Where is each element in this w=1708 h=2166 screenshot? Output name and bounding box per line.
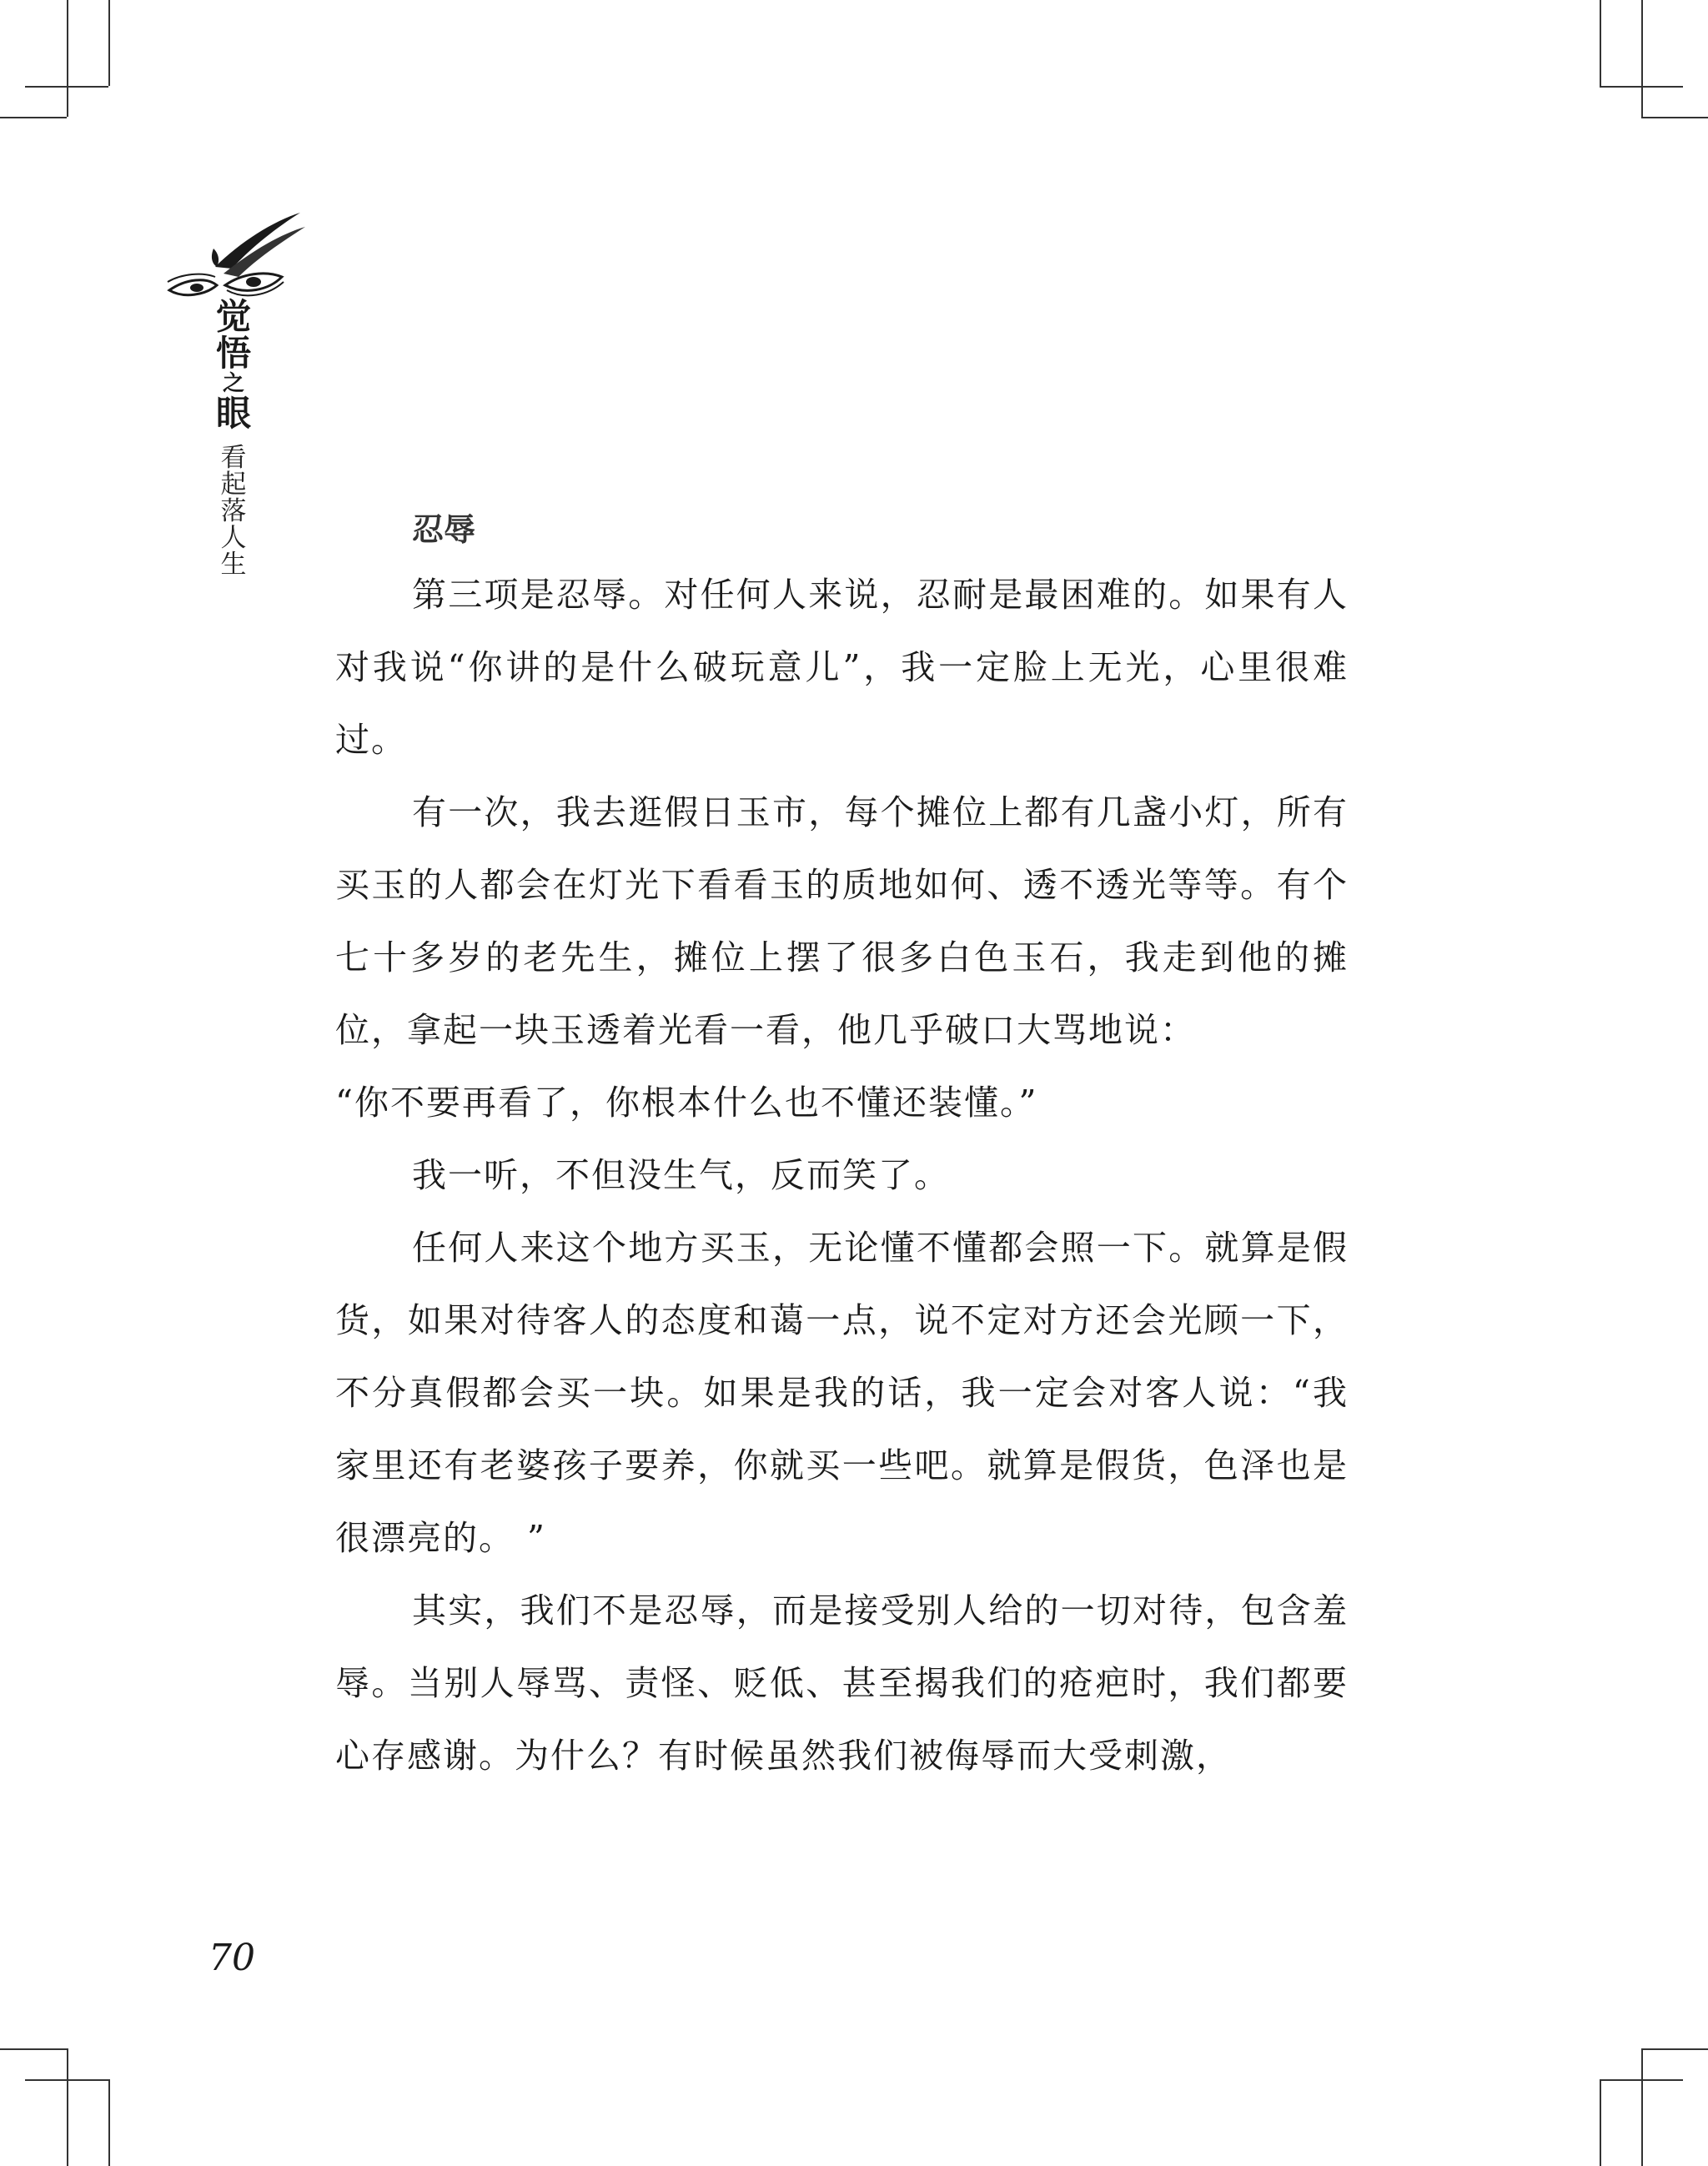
crop-mark-top-right-v2: [1641, 0, 1643, 117]
crop-mark-bottom-right-v: [1600, 2079, 1601, 2166]
paragraph: 第三项是忍辱。对任何人来说，忍耐是最困难的。如果有人对我说“你讲的是什么破玩意儿”，我一定脸上无光，心里很难过。: [335, 575, 1349, 760]
crop-mark-top-left-v2: [67, 0, 68, 117]
paragraph: 其实，我们不是忍辱，而是接受别人给的一切对待，包含羞辱。当别人辱骂、责怪、贬低、甚至揭我们的疮疤时，我们都要心存感谢。为什么？有时候虽然我们被侮辱而大受刺激，: [335, 1591, 1349, 1776]
book-subtitle-char: 看: [220, 443, 247, 473]
body-text: [335, 500, 1349, 1792]
book-subtitle-char: 起: [220, 470, 247, 500]
crop-mark-top-right-v: [1600, 0, 1601, 86]
book-title-char: 眼: [215, 393, 251, 434]
crop-mark-bottom-left-h2: [0, 2048, 67, 2050]
book-title-char: 觉: [215, 296, 251, 337]
crop-mark-top-left-h2: [0, 117, 67, 118]
book-subtitle-char: 落: [220, 496, 247, 526]
crop-mark-bottom-right-h2: [1641, 2048, 1708, 2050]
paragraph: 有一次，我去逛假日玉市，每个摊位上都有几盏小灯，所有买玉的人都会在灯光下看看玉的质地如何、透不透光等等。有个七十多岁的老先生，摊位上摆了很多白色玉石，我走到他的摊位，拿起一块玉透着光看一看，他几乎破口大骂地说：: [335, 792, 1349, 1050]
book-title-char: 悟: [215, 333, 251, 374]
paragraph: 我一听，不但没生气，反而笑了。: [412, 1155, 950, 1195]
section-heading: 忍辱: [412, 511, 476, 548]
crop-mark-bottom-left-v2: [67, 2048, 68, 2166]
book-subtitle-char: 人: [220, 523, 247, 553]
paragraph: “你不要再看了，你根本什么也不懂还装懂。”: [335, 1083, 1038, 1123]
crop-mark-bottom-left-v: [108, 2079, 110, 2166]
crop-mark-top-left-v: [108, 0, 110, 86]
book-title-char: 之: [222, 371, 244, 396]
book-subtitle-vertical: [219, 445, 249, 578]
book-title-vertical: [215, 296, 252, 434]
paragraph: 任何人来这个地方买玉，无论懂不懂都会照一下。就算是假货，如果对待客人的态度和蔼一点，说不定对方还会光顾一下，不分真假都会买一块。如果是我的话，我一定会对客人说：“我家里还有老婆孩子要养，你就买一些吧。就算是假货，色泽也是很漂亮的。 ”: [335, 1228, 1349, 1558]
page-number: 70: [208, 1937, 255, 1979]
eyes-logo-icon: [165, 209, 307, 304]
book-subtitle-char: 生: [220, 550, 247, 580]
crop-mark-top-right-h2: [1641, 117, 1708, 118]
crop-mark-bottom-right-v2: [1641, 2048, 1643, 2166]
